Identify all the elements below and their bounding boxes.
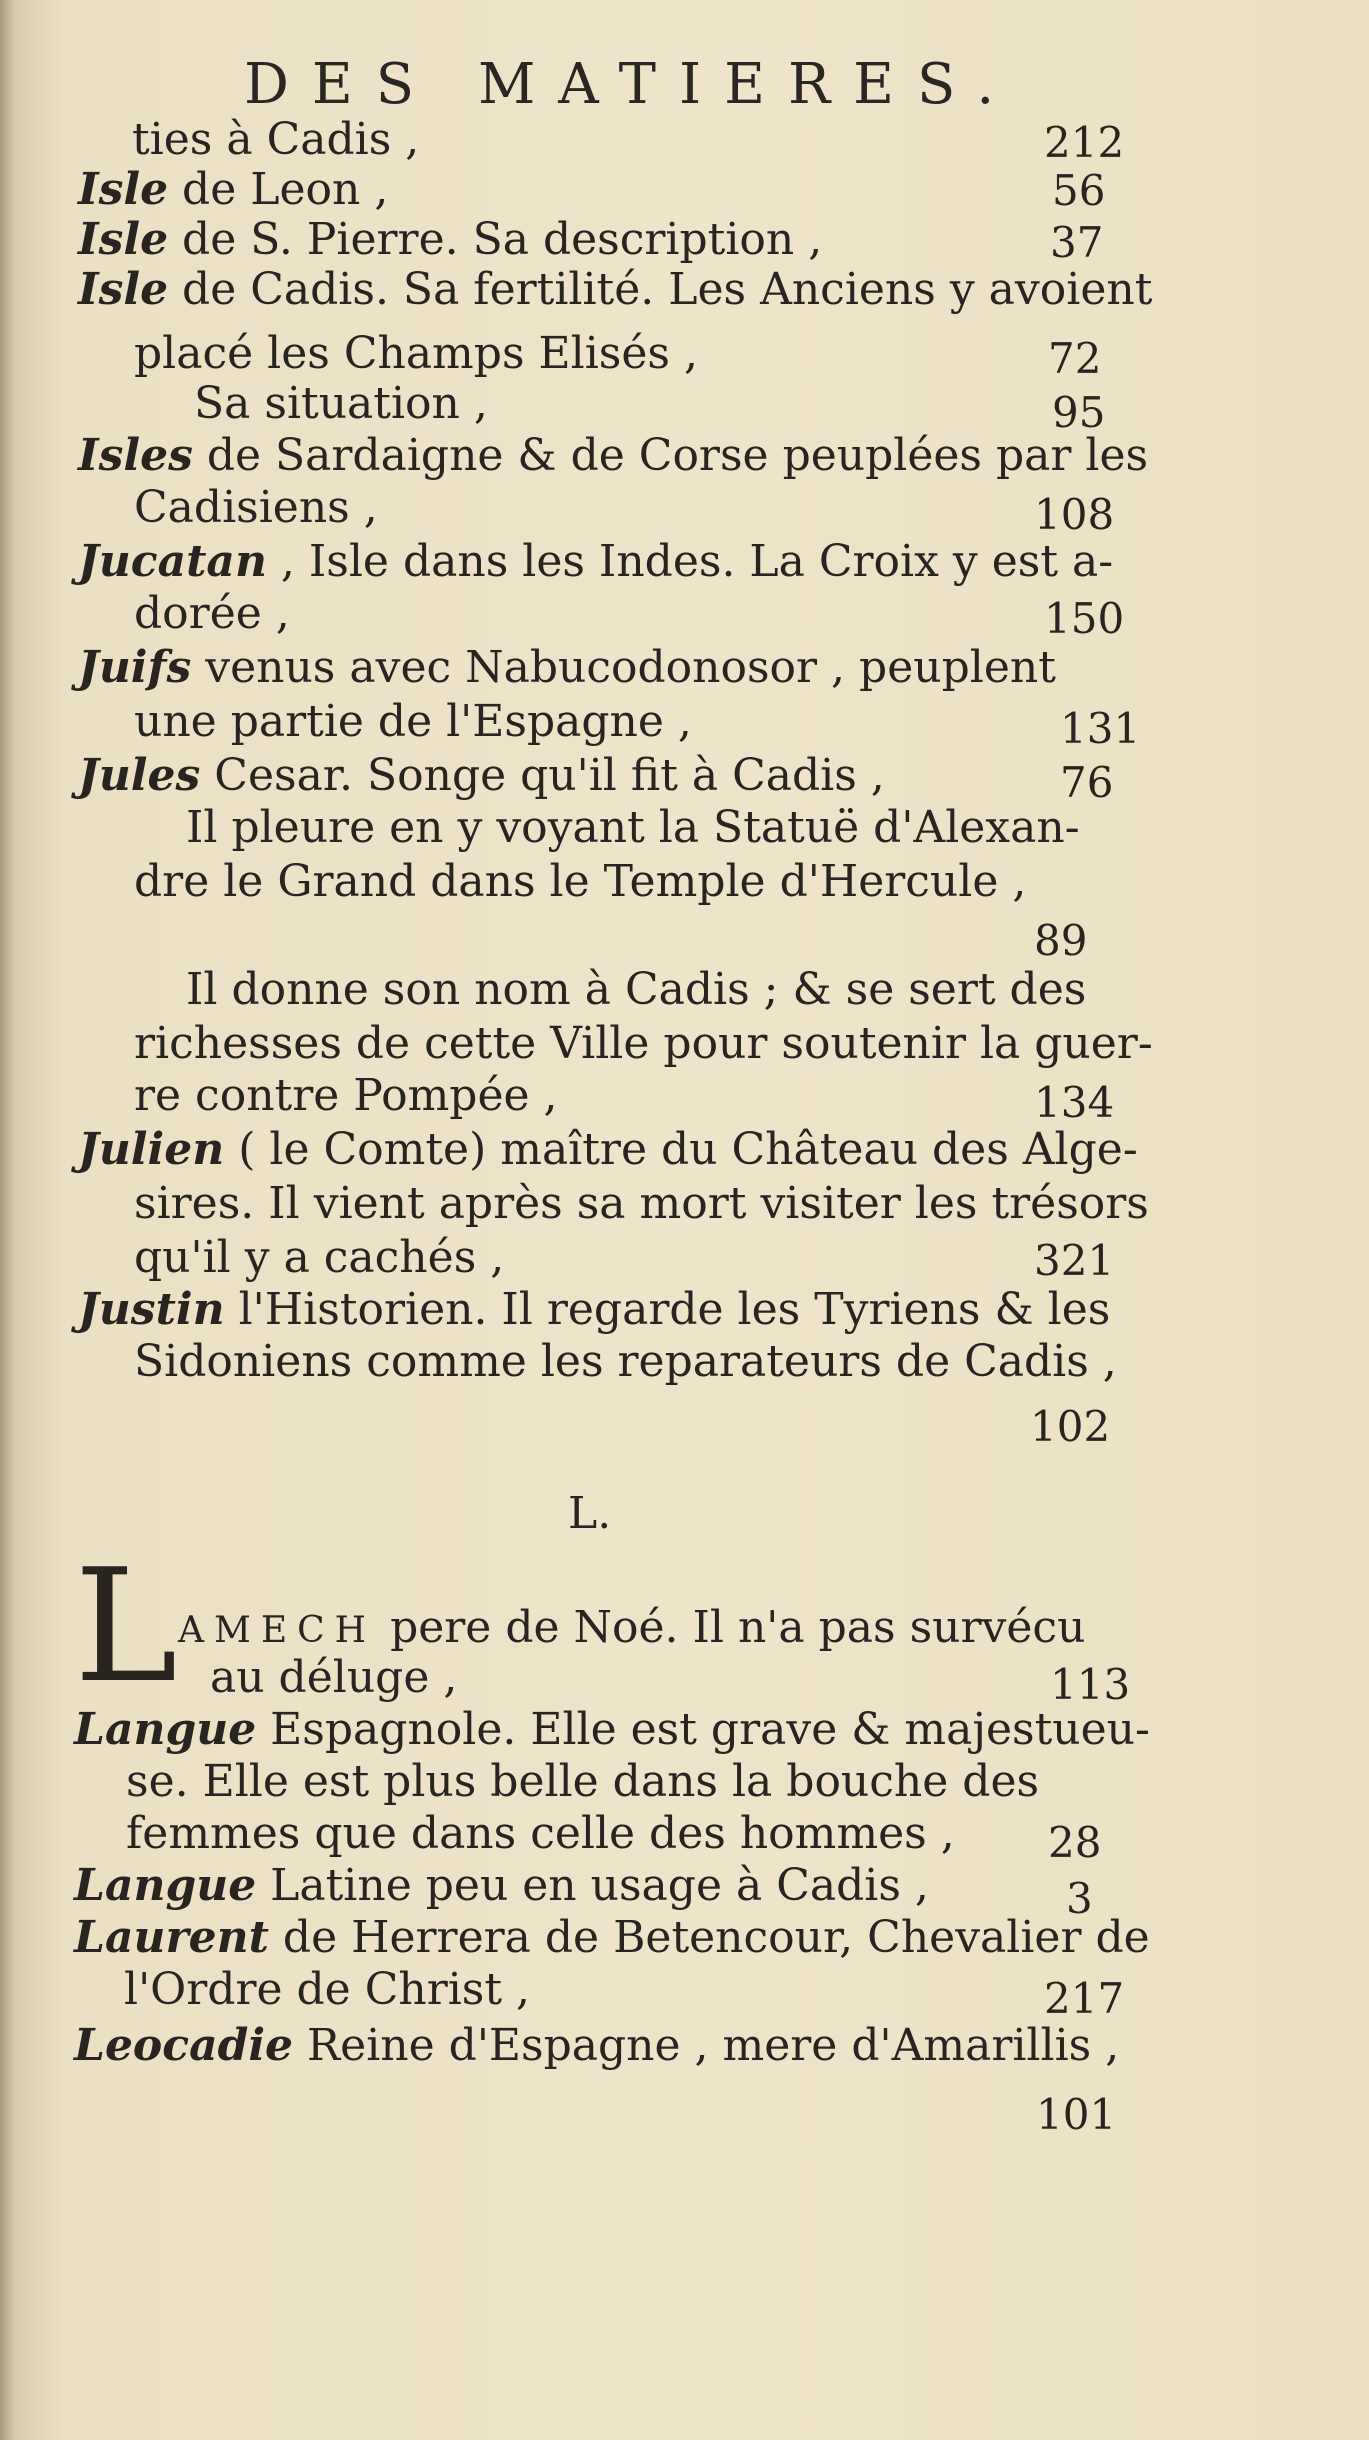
- entry-line: Isles de Sardaigne & de Corse peuplées par les: [78, 430, 1149, 481]
- page-ref: 217: [1044, 1974, 1125, 2023]
- entry-line: ties à Cadis ,: [132, 114, 420, 165]
- page-ref: 108: [1034, 490, 1115, 539]
- page-ref: 3: [1066, 1874, 1093, 1923]
- entry-line: une partie de l'Espagne ,: [134, 696, 692, 747]
- drop-cap: L: [74, 1535, 178, 1717]
- entry-line: Isle de Leon ,: [78, 164, 389, 215]
- page-ref: 76: [1060, 758, 1114, 807]
- entry-line: Jucatan , Isle dans les Indes. La Croix y est a-: [78, 536, 1114, 587]
- entry-line: Julien ( le Comte) maître du Château des Alge-: [78, 1124, 1138, 1175]
- entry-line: l'Ordre de Christ ,: [124, 1964, 531, 2015]
- page-gutter: [0, 0, 14, 2440]
- page-ref: 212: [1044, 118, 1125, 167]
- entry-line: Laurent de Herrera de Betencour, Chevalier de: [74, 1912, 1150, 1963]
- entry-line: re contre Pompée ,: [134, 1070, 558, 1121]
- page-ref: 89: [1034, 916, 1088, 965]
- page-ref: 72: [1048, 334, 1102, 383]
- page-ref: 150: [1044, 594, 1125, 643]
- entry-line: Isle de S. Pierre. Sa description ,: [78, 214, 823, 265]
- page-ref: 56: [1052, 166, 1106, 215]
- page-ref: 113: [1050, 1660, 1131, 1709]
- entry-line: dre le Grand dans le Temple d'Hercule ,: [134, 856, 1027, 907]
- page-ref: 131: [1060, 704, 1141, 753]
- entry-line: Sidoniens comme les reparateurs de Cadis ,: [134, 1336, 1117, 1387]
- page-ref: 95: [1052, 388, 1106, 437]
- entry-line: placé les Champs Elisés ,: [134, 328, 698, 379]
- page-ref: 321: [1034, 1236, 1115, 1285]
- entry-line: Sa situation ,: [194, 378, 488, 429]
- page-ref: 37: [1050, 218, 1104, 267]
- entry-line: richesses de cette Ville pour soutenir la guer-: [134, 1018, 1153, 1069]
- entry-line: femmes que dans celle des hommes ,: [126, 1808, 955, 1859]
- running-head: DES MATIERES.: [244, 52, 1018, 117]
- entry-line: Il donne son nom à Cadis ; & se sert des: [186, 964, 1087, 1015]
- page-ref: 28: [1048, 1818, 1102, 1867]
- entry-line: au déluge ,: [210, 1652, 458, 1703]
- entry-line: sires. Il vient après sa mort visiter les trésors: [134, 1178, 1149, 1229]
- entry-line: Jules Cesar. Songe qu'il fit à Cadis ,: [78, 750, 885, 801]
- entry-line: qu'il y a cachés ,: [134, 1232, 505, 1283]
- entry-line: Leocadie Reine d'Espagne , mere d'Amarillis ,: [74, 2020, 1120, 2071]
- entry-line: Il pleure en y voyant la Statuë d'Alexan-: [186, 802, 1080, 853]
- entry-line: Justin l'Historien. Il regarde les Tyriens & les: [78, 1284, 1111, 1335]
- entry-line: Langue Latine peu en usage à Cadis ,: [74, 1860, 929, 1911]
- entry-line: Isle de Cadis. Sa fertilité. Les Anciens y avoient: [78, 264, 1153, 315]
- entry-line: AMECH pere de Noé. Il n'a pas survécu: [178, 1602, 1086, 1653]
- entry-line: dorée ,: [134, 588, 290, 639]
- page-ref: 102: [1030, 1402, 1111, 1451]
- page-ref: 134: [1034, 1078, 1115, 1127]
- section-letter: L.: [568, 1488, 612, 1539]
- entry-line: Langue Espagnole. Elle est grave & majestueu-: [74, 1704, 1150, 1755]
- entry-line: Cadisiens ,: [134, 482, 378, 533]
- entry-line: Juifs venus avec Nabucodonosor , peuplent: [78, 642, 1056, 693]
- page-ref: 101: [1036, 2090, 1117, 2139]
- entry-line: se. Elle est plus belle dans la bouche des: [126, 1756, 1040, 1807]
